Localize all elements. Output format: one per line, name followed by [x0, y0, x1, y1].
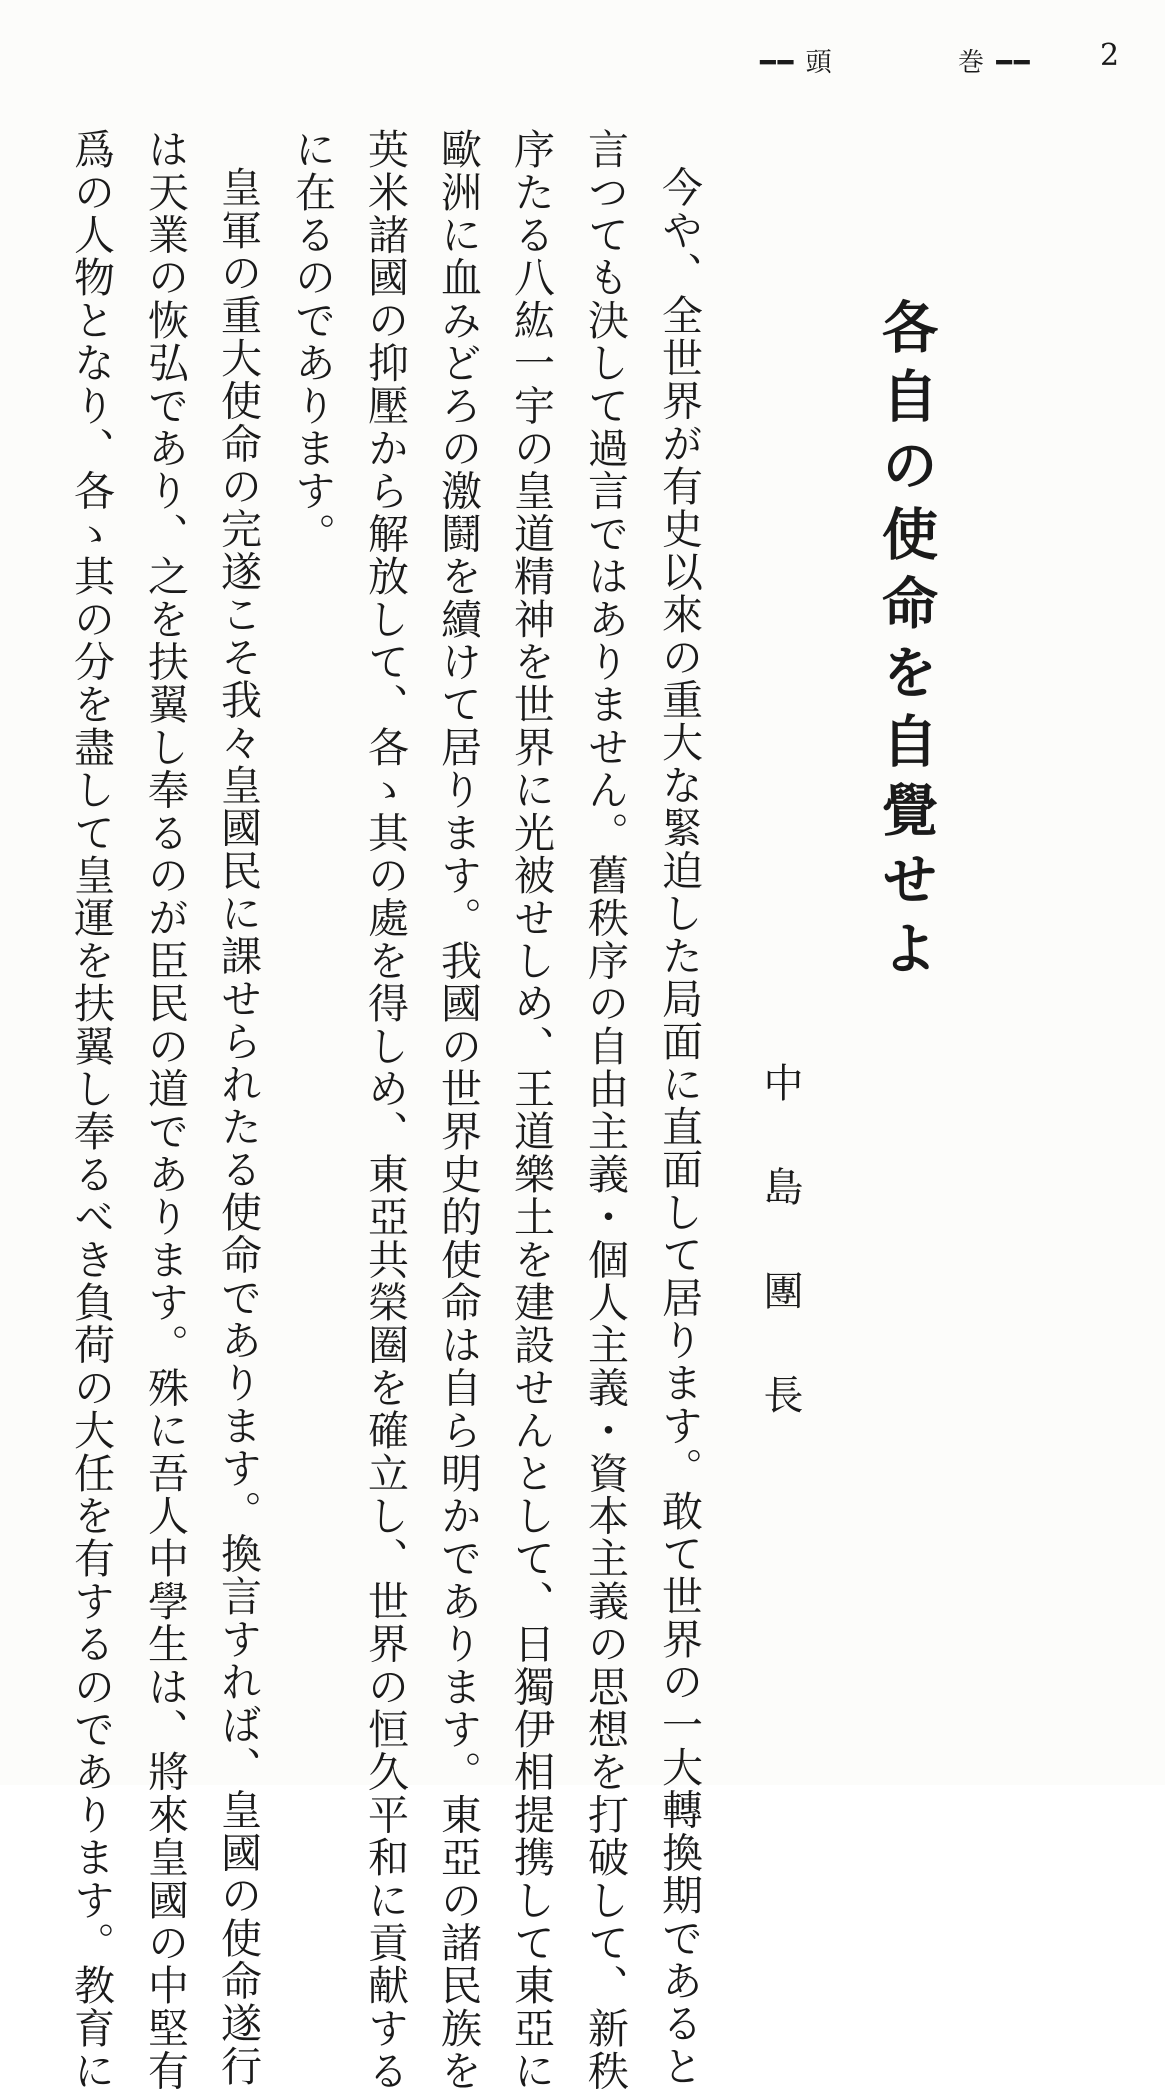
running-header	[700, 38, 1120, 82]
body-line: に在るのであります。	[288, 128, 336, 555]
header-left-text: ━━ 頭	[760, 48, 834, 78]
header-right-text: 巻 ━━	[958, 48, 1032, 78]
body-line: 爲の人物となり、各ゝ其の分を盡して皇運を扶翼し奉るべき負荷の大任を有するのであります。教育に	[67, 128, 115, 2092]
body-line: 皇軍の重大使命の完遂こそ我々皇國民に課せられたる使命であります。換言すれば、皇國の使命遂行	[214, 166, 262, 2088]
page-number: 2	[1100, 38, 1120, 73]
article-title: 各自の使命を自覺せよ	[873, 298, 939, 988]
author-name: 中島團長	[757, 1062, 803, 1478]
body-line: 英米諸國の抑壓から解放して、各ゝ其の處を得しめ、東亞共榮圈を確立し、世界の恒久平和に貢献する	[361, 128, 409, 2092]
body-line: は天業の恢弘であり、之を扶翼し奉るのが臣民の道であります。殊に吾人中學生は、將來皇國の中堅有	[141, 128, 189, 2092]
body-line: 今や、全世界が有史以來の重大な緊迫した局面に直面して居ります。敢て世界の一大轉換期であると	[655, 166, 703, 2088]
body-line: 序たる八紘一宇の皇道精神を世界に光被せしめ、王道樂土を建設せんとして、日獨伊相提携して東亞に	[507, 128, 555, 2092]
body-line: 歐洲に血みどろの激鬪を續けて居ります。我國の世界史的使命は自ら明かであります。東亞の諸民族を	[434, 128, 482, 2092]
body-line: 言つても決して過言ではありません。舊秩序の自由主義・個人主義・資本主義の思想を打破して、新秩	[581, 128, 629, 2092]
